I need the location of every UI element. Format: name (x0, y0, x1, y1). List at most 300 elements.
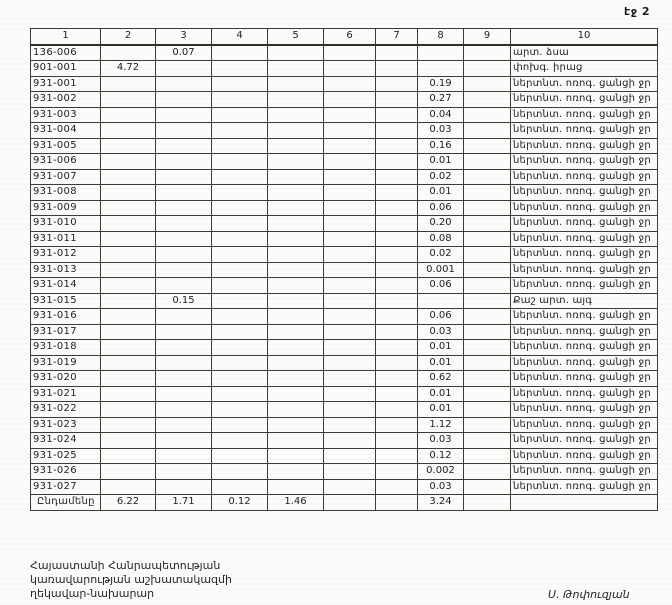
value-cell (212, 107, 268, 123)
value-cell (101, 464, 156, 480)
code-cell: 931-001 (31, 76, 101, 92)
value-cell (324, 371, 376, 387)
value-cell (464, 185, 511, 201)
value-cell (376, 371, 418, 387)
value-cell (212, 216, 268, 232)
header-cell: 6 (324, 29, 376, 45)
value-cell (101, 479, 156, 495)
value-cell (324, 45, 376, 61)
value-cell (324, 417, 376, 433)
value-cell (156, 138, 212, 154)
value-cell (212, 371, 268, 387)
code-cell: 931-011 (31, 231, 101, 247)
value-cell (464, 340, 511, 356)
table-row (31, 340, 658, 356)
description-cell: ներտնտ. ոռոգ. ցանցի ջր (511, 216, 658, 232)
code-cell: 931-008 (31, 185, 101, 201)
value-cell (376, 262, 418, 278)
value-cell (268, 107, 324, 123)
value-cell (156, 464, 212, 480)
value-cell (156, 433, 212, 449)
value-cell: 4.72 (101, 61, 156, 77)
value-cell (268, 309, 324, 325)
value-cell (101, 433, 156, 449)
description-cell: ներտնտ. ոռոգ. ցանցի ջր (511, 138, 658, 154)
value-cell (101, 185, 156, 201)
value-cell (268, 138, 324, 154)
value-cell (464, 200, 511, 216)
value-cell: 0.01 (418, 154, 464, 170)
value-cell (376, 324, 418, 340)
code-cell: 931-017 (31, 324, 101, 340)
value-cell (324, 154, 376, 170)
value-cell (418, 61, 464, 77)
value-cell (212, 262, 268, 278)
header-cell: 1 (31, 29, 101, 45)
value-cell (376, 417, 418, 433)
value-cell: 0.01 (418, 402, 464, 418)
value-cell (156, 169, 212, 185)
value-cell (268, 61, 324, 77)
value-cell (376, 247, 418, 263)
description-cell: ներտնտ. ոռոգ. ցանցի ջր (511, 123, 658, 139)
value-cell (156, 76, 212, 92)
table-row (31, 138, 658, 154)
value-cell (324, 76, 376, 92)
value-cell (324, 138, 376, 154)
description-cell: ներտնտ. ոռոգ. ցանցի ջր (511, 386, 658, 402)
value-cell (268, 293, 324, 309)
table-row (31, 76, 658, 92)
value-cell (101, 107, 156, 123)
value-cell (324, 169, 376, 185)
value-cell (212, 200, 268, 216)
value-cell: 1.12 (418, 417, 464, 433)
value-cell: 0.07 (156, 45, 212, 61)
value-cell (376, 433, 418, 449)
value-cell (156, 309, 212, 325)
value-cell (268, 169, 324, 185)
value-cell (268, 154, 324, 170)
value-cell (376, 107, 418, 123)
footer-org-line1: Հայաստանի Հանրապետության (30, 559, 221, 572)
value-cell (101, 123, 156, 139)
value-cell (376, 92, 418, 108)
value-cell: 0.03 (418, 123, 464, 139)
header-cell: 8 (418, 29, 464, 45)
footer-org-line3: ղեկավար-նախարար (30, 587, 155, 600)
table-row (31, 231, 658, 247)
header-cell: 7 (376, 29, 418, 45)
code-cell: 931-016 (31, 309, 101, 325)
value-cell (464, 169, 511, 185)
value-cell (464, 355, 511, 371)
value-cell (268, 216, 324, 232)
value-cell (324, 61, 376, 77)
table-row (31, 185, 658, 201)
value-cell (376, 402, 418, 418)
table-row (31, 216, 658, 232)
value-cell (212, 324, 268, 340)
value-cell (268, 92, 324, 108)
value-cell (212, 231, 268, 247)
table-row (31, 200, 658, 216)
code-cell: 931-007 (31, 169, 101, 185)
total-value-cell (324, 495, 376, 511)
value-cell (376, 61, 418, 77)
value-cell (212, 355, 268, 371)
value-cell (268, 417, 324, 433)
value-cell (101, 216, 156, 232)
value-cell: 0.06 (418, 278, 464, 294)
value-cell (376, 200, 418, 216)
header-cell: 5 (268, 29, 324, 45)
value-cell: 0.06 (418, 200, 464, 216)
value-cell: 0.01 (418, 386, 464, 402)
value-cell (212, 448, 268, 464)
total-label-cell: Ընդամենը (31, 495, 101, 511)
value-cell: 0.62 (418, 371, 464, 387)
value-cell (324, 340, 376, 356)
description-cell: ներտնտ. ոռոգ. ցանցի ջր (511, 402, 658, 418)
value-cell (324, 107, 376, 123)
description-cell: ներտնտ. ոռոգ. ցանցի ջր (511, 154, 658, 170)
value-cell (156, 278, 212, 294)
header-cell: 4 (212, 29, 268, 45)
footer-org-line2: կառավարության աշխատակազմի (30, 573, 232, 586)
value-cell (324, 386, 376, 402)
value-cell (101, 324, 156, 340)
value-cell (418, 45, 464, 61)
value-cell (464, 309, 511, 325)
value-cell: 0.002 (418, 464, 464, 480)
header-cell: 3 (156, 29, 212, 45)
value-cell (101, 92, 156, 108)
value-cell (212, 479, 268, 495)
page-number-label: էջ 2 (624, 5, 650, 18)
value-cell (101, 448, 156, 464)
table-row (31, 417, 658, 433)
code-cell: 931-006 (31, 154, 101, 170)
value-cell (324, 247, 376, 263)
value-cell (101, 340, 156, 356)
table-row (31, 464, 658, 480)
code-cell: 931-013 (31, 262, 101, 278)
value-cell (268, 402, 324, 418)
table-row (31, 433, 658, 449)
description-cell: Քաշ արտ. այգ (511, 293, 658, 309)
value-cell (212, 417, 268, 433)
value-cell: 0.03 (418, 433, 464, 449)
code-cell: 931-024 (31, 433, 101, 449)
value-cell (156, 371, 212, 387)
value-cell (156, 448, 212, 464)
description-cell: ներտնտ. ոռոգ. ցանցի ջր (511, 262, 658, 278)
total-value-cell (511, 495, 658, 511)
value-cell (268, 340, 324, 356)
description-cell: ներտնտ. ոռոգ. ցանցի ջր (511, 169, 658, 185)
value-cell (376, 216, 418, 232)
value-cell (156, 123, 212, 139)
register-table (30, 28, 658, 511)
value-cell (101, 76, 156, 92)
table-row (31, 278, 658, 294)
value-cell (156, 154, 212, 170)
value-cell (101, 45, 156, 61)
value-cell (324, 355, 376, 371)
value-cell (376, 123, 418, 139)
code-cell: 136-006 (31, 45, 101, 61)
value-cell (268, 247, 324, 263)
value-cell (101, 371, 156, 387)
table-row (31, 45, 658, 61)
value-cell (376, 154, 418, 170)
code-cell: 931-010 (31, 216, 101, 232)
value-cell (376, 76, 418, 92)
value-cell (212, 247, 268, 263)
value-cell: 0.04 (418, 107, 464, 123)
value-cell (464, 402, 511, 418)
value-cell: 0.20 (418, 216, 464, 232)
value-cell (324, 216, 376, 232)
table-row (31, 479, 658, 495)
value-cell (324, 324, 376, 340)
description-cell: ներտնտ. ոռոգ. ցանցի ջր (511, 340, 658, 356)
value-cell (101, 262, 156, 278)
value-cell (101, 355, 156, 371)
code-cell: 931-014 (31, 278, 101, 294)
header-cell: 10 (511, 29, 658, 45)
description-cell: փոխգ. իրաց (511, 61, 658, 77)
value-cell (464, 107, 511, 123)
value-cell (101, 200, 156, 216)
value-cell (324, 464, 376, 480)
value-cell (101, 169, 156, 185)
value-cell (464, 92, 511, 108)
value-cell: 0.01 (418, 355, 464, 371)
table-row (31, 309, 658, 325)
description-cell: ներտնտ. ոռոգ. ցանցի ջր (511, 76, 658, 92)
code-cell: 931-002 (31, 92, 101, 108)
value-cell (464, 479, 511, 495)
value-cell (212, 169, 268, 185)
value-cell (268, 231, 324, 247)
value-cell (212, 386, 268, 402)
value-cell (268, 262, 324, 278)
value-cell (464, 231, 511, 247)
value-cell (376, 340, 418, 356)
value-cell (464, 154, 511, 170)
value-cell (212, 185, 268, 201)
value-cell (101, 293, 156, 309)
value-cell (376, 231, 418, 247)
value-cell (464, 433, 511, 449)
value-cell (101, 138, 156, 154)
value-cell (464, 371, 511, 387)
value-cell: 0.001 (418, 262, 464, 278)
value-cell: 0.19 (418, 76, 464, 92)
value-cell: 0.03 (418, 324, 464, 340)
value-cell (324, 402, 376, 418)
value-cell (156, 417, 212, 433)
code-cell: 931-004 (31, 123, 101, 139)
value-cell (156, 262, 212, 278)
value-cell (324, 231, 376, 247)
value-cell (101, 154, 156, 170)
code-cell: 931-003 (31, 107, 101, 123)
value-cell (376, 278, 418, 294)
value-cell: 0.08 (418, 231, 464, 247)
description-cell: ներտնտ. ոռոգ. ցանցի ջր (511, 247, 658, 263)
description-cell: ներտնտ. ոռոգ. ցանցի ջր (511, 92, 658, 108)
value-cell (268, 433, 324, 449)
description-cell: ներտնտ. ոռոգ. ցանցի ջր (511, 107, 658, 123)
value-cell (268, 371, 324, 387)
value-cell (212, 340, 268, 356)
total-value-cell (464, 495, 511, 511)
code-cell: 931-012 (31, 247, 101, 263)
table-row (31, 262, 658, 278)
table-row (31, 92, 658, 108)
value-cell (212, 45, 268, 61)
value-cell (268, 386, 324, 402)
value-cell (156, 247, 212, 263)
total-value-cell (376, 495, 418, 511)
value-cell (464, 76, 511, 92)
value-cell (156, 92, 212, 108)
description-cell: ներտնտ. ոռոգ. ցանցի ջր (511, 464, 658, 480)
value-cell (212, 154, 268, 170)
value-cell (324, 433, 376, 449)
table-row (31, 154, 658, 170)
value-cell (324, 293, 376, 309)
value-cell (268, 448, 324, 464)
value-cell (268, 479, 324, 495)
value-cell (324, 92, 376, 108)
description-cell: ներտնտ. ոռոգ. ցանցի ջր (511, 231, 658, 247)
value-cell (156, 200, 212, 216)
code-cell: 931-015 (31, 293, 101, 309)
value-cell (156, 61, 212, 77)
value-cell (418, 293, 464, 309)
description-cell: ներտնտ. ոռոգ. ցանցի ջր (511, 433, 658, 449)
value-cell (376, 185, 418, 201)
value-cell (268, 185, 324, 201)
value-cell: 0.06 (418, 309, 464, 325)
value-cell (156, 107, 212, 123)
value-cell (212, 92, 268, 108)
table-row (31, 402, 658, 418)
value-cell (376, 355, 418, 371)
total-value-cell: 1.46 (268, 495, 324, 511)
total-value-cell: 1.71 (156, 495, 212, 511)
value-cell (324, 479, 376, 495)
value-cell (212, 433, 268, 449)
code-cell: 931-009 (31, 200, 101, 216)
value-cell (101, 231, 156, 247)
value-cell (464, 448, 511, 464)
description-cell: ներտնտ. ոռոգ. ցանցի ջր (511, 479, 658, 495)
table-body (31, 45, 658, 511)
value-cell (324, 278, 376, 294)
description-cell: ներտնտ. ոռոգ. ցանցի ջր (511, 185, 658, 201)
value-cell (464, 61, 511, 77)
value-cell: 0.16 (418, 138, 464, 154)
value-cell (268, 464, 324, 480)
table-row (31, 371, 658, 387)
value-cell (464, 386, 511, 402)
value-cell (101, 402, 156, 418)
value-cell (464, 278, 511, 294)
table-row (31, 107, 658, 123)
value-cell (376, 479, 418, 495)
table-row (31, 169, 658, 185)
value-cell (212, 61, 268, 77)
value-cell: 0.12 (418, 448, 464, 464)
header-cell: 2 (101, 29, 156, 45)
value-cell (156, 185, 212, 201)
total-row (31, 495, 658, 511)
table-row (31, 448, 658, 464)
value-cell (376, 464, 418, 480)
value-cell (101, 417, 156, 433)
value-cell (464, 45, 511, 61)
value-cell (212, 464, 268, 480)
value-cell: 0.03 (418, 479, 464, 495)
code-cell: 931-019 (31, 355, 101, 371)
value-cell (156, 479, 212, 495)
value-cell (268, 200, 324, 216)
value-cell: 0.27 (418, 92, 464, 108)
code-cell: 931-023 (31, 417, 101, 433)
value-cell: 0.02 (418, 247, 464, 263)
value-cell (324, 185, 376, 201)
value-cell (268, 355, 324, 371)
description-cell: ներտնտ. ոռոգ. ցանցի ջր (511, 355, 658, 371)
value-cell (464, 417, 511, 433)
value-cell (324, 262, 376, 278)
table-row (31, 293, 658, 309)
table-row (31, 247, 658, 263)
value-cell (376, 169, 418, 185)
value-cell (464, 324, 511, 340)
description-cell: արտ. ձսա (511, 45, 658, 61)
value-cell (156, 402, 212, 418)
code-cell: 931-025 (31, 448, 101, 464)
description-cell: ներտնտ. ոռոգ. ցանցի ջր (511, 417, 658, 433)
value-cell (156, 231, 212, 247)
value-cell (212, 76, 268, 92)
value-cell (212, 293, 268, 309)
total-value-cell: 0.12 (212, 495, 268, 511)
header-cell: 9 (464, 29, 511, 45)
signature-name: Ս. Թոփուզյան (548, 588, 630, 601)
value-cell (156, 216, 212, 232)
description-cell: ներտնտ. ոռոգ. ցանցի ջր (511, 278, 658, 294)
value-cell (101, 247, 156, 263)
code-cell: 901-001 (31, 61, 101, 77)
value-cell (212, 123, 268, 139)
description-cell: ներտնտ. ոռոգ. ցանցի ջր (511, 448, 658, 464)
value-cell (376, 448, 418, 464)
value-cell (324, 309, 376, 325)
value-cell (324, 200, 376, 216)
value-cell (268, 278, 324, 294)
value-cell (212, 278, 268, 294)
table-row (31, 123, 658, 139)
value-cell (156, 386, 212, 402)
value-cell (101, 309, 156, 325)
